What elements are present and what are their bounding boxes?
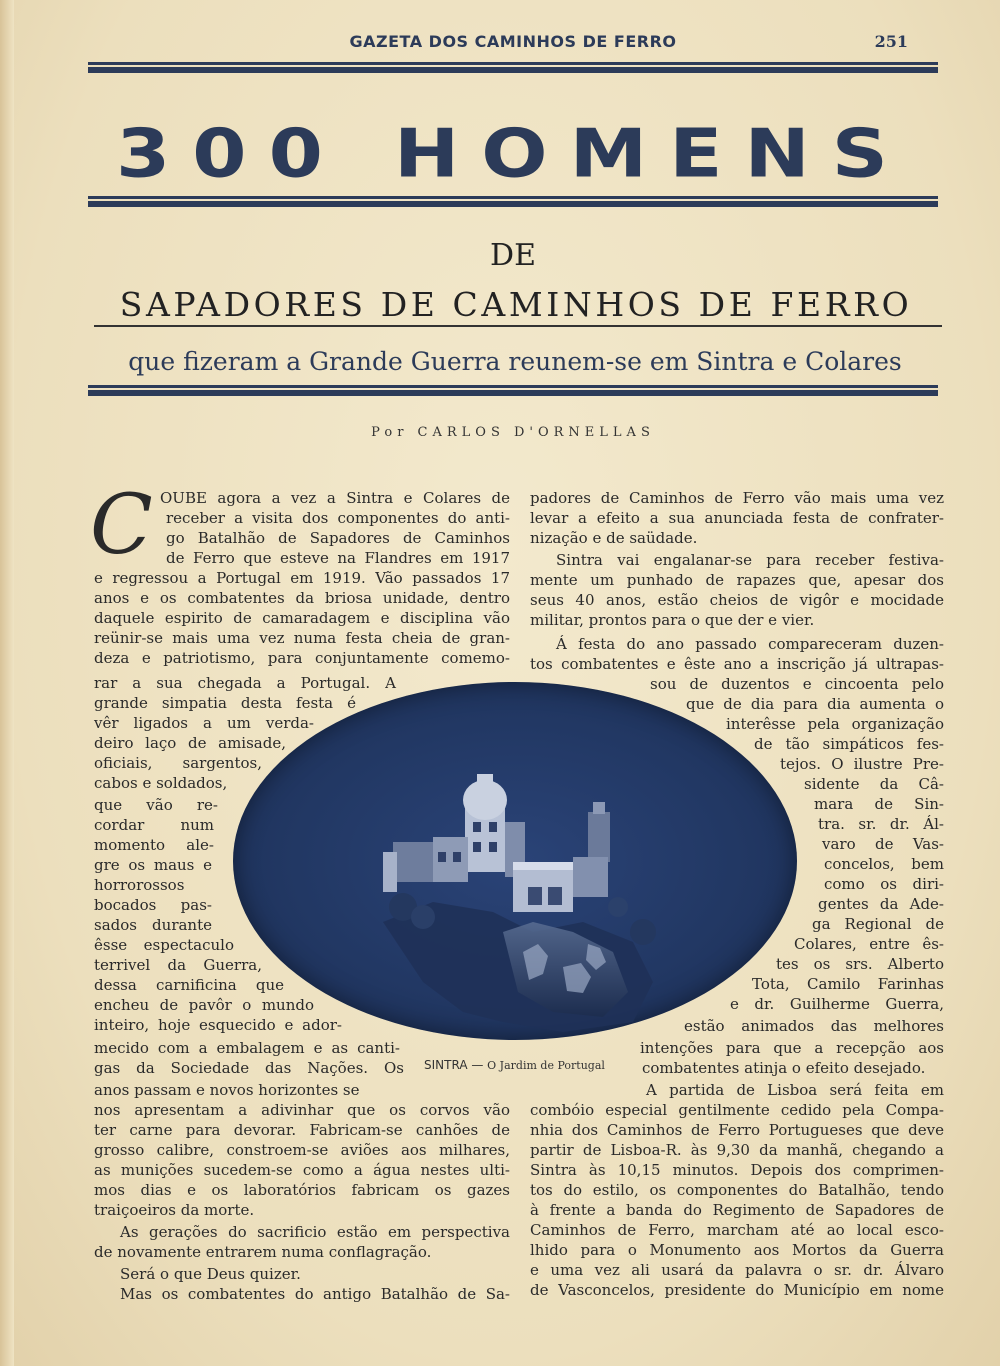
running-header (88, 30, 938, 56)
text-line: Mas os combatentes do antigo Batalhão de Sa- (120, 1285, 510, 1303)
text-line: interêsse pela organização (726, 715, 944, 733)
text-line: padores de Caminhos de Ferro vão mais uma vez (530, 489, 944, 507)
text-line: seus 40 anos, estão cheios de vigôr e mocidade (530, 591, 944, 609)
text-line: anos e os combatentes da briosa unidade, dentro (94, 589, 510, 607)
palace-illustration (233, 682, 797, 1040)
text-line: tes os srs. Alberto (776, 955, 944, 973)
text-line: ter carne para devorar. Fabricam-se canhões de (94, 1121, 510, 1139)
text-line: tra. sr. dr. Ál- (818, 815, 944, 833)
text-line: e uma vez ali usará da palavra o sr. dr. Álvaro (530, 1261, 944, 1279)
text-line: reünir-se mais uma vez numa festa cheia de gran- (94, 629, 510, 647)
text-line: nhia dos Caminhos de Ferro Portugueses que deve (530, 1121, 944, 1139)
text-line: As gerações do sacrificio estão em perspectiva (120, 1223, 510, 1241)
text-line: Colares, entre ês- (794, 935, 944, 953)
text-line: bocados pas- (94, 896, 212, 914)
headline: 300 HOMENS (116, 115, 910, 193)
text-line: Sintra às 10,15 minutos. Depois dos comprimen- (530, 1161, 944, 1179)
text-line: sidente da Câ- (804, 775, 944, 793)
text-line: sou de duzentos e cincoenta pelo (650, 675, 944, 693)
text-line: receber a visita dos componentes do anti- (166, 509, 510, 527)
page-number: 251 (874, 32, 908, 51)
text-line: estão animados das melhores (684, 1017, 944, 1035)
text-line: tejos. O ilustre Pre- (780, 755, 944, 773)
text-line: traiçoeiros da morte. (94, 1201, 255, 1219)
text-line: grosso calibre, constroem-se aviões aos milhares, (94, 1141, 510, 1159)
text-line: de novamente entrarem numa conflagração. (94, 1243, 432, 1261)
text-line: sados durante (94, 916, 212, 934)
text-line: que vão re- (94, 796, 218, 814)
text-line: vêr ligados a um verda- (94, 714, 314, 732)
text-line: tos combatentes e êste ano a inscrição já ultrapas- (530, 655, 944, 673)
text-line: ga Regional de (812, 915, 944, 933)
text-line: gas da Sociedade das Nações. Os (94, 1059, 404, 1077)
text-line: Á festa do ano passado compareceram duzen- (556, 635, 944, 653)
text-line: e regressou a Portugal em 1919. Vão passados 17 (94, 569, 510, 587)
text-line: mos dias e os laboratórios fabricam os gazes (94, 1181, 510, 1199)
text-line: grande simpatia desta festa é (94, 694, 356, 712)
text-line: Caminhos de Ferro, marcham até ao local esco- (530, 1221, 944, 1239)
text-line: concelos, bem (824, 855, 944, 873)
text-line: oficiais, sargentos, (94, 754, 262, 772)
text-line: mara de Sin- (814, 795, 944, 813)
text-line: deiro laço de amisade, (94, 734, 286, 752)
subject-underline (94, 325, 942, 327)
text-line: OUBE agora a vez a Sintra e Colares de (160, 489, 510, 507)
text-line: inteiro, hoje esquecido e ador- (94, 1016, 342, 1034)
sintra-palace-photo (233, 682, 797, 1040)
text-line: combatentes atinja o efeito desejado. (642, 1059, 926, 1077)
text-line: momento ale- (94, 836, 214, 854)
text-line: combóio especial gentilmente cedido pela Compa- (530, 1101, 944, 1119)
text-line: intenções para que a recepção aos (640, 1039, 944, 1057)
text-line: partir de Lisboa-R. às 9,30 da manhã, chegando a (530, 1141, 944, 1159)
text-line: daquele espirito de camaradagem e disciplina vão (94, 609, 510, 627)
text-line: cabos e soldados, (94, 774, 228, 792)
text-line: Será o que Deus quizer. (120, 1265, 301, 1283)
text-line: nos apresentam a adivinhar que os corvos vão (94, 1101, 510, 1119)
text-line: Tota, Camilo Farinhas (752, 975, 944, 993)
text-line: levar a efeito a sua anunciada festa de confrater- (530, 509, 944, 527)
drop-cap: C (90, 478, 153, 573)
text-line: mecido com a embalagem e as canti- (94, 1039, 400, 1057)
caption-place: SINTRA — (424, 1058, 484, 1072)
text-line: horrorossos (94, 876, 185, 894)
page-edge (0, 0, 14, 1366)
publication-title: GAZETA DOS CAMINHOS DE FERRO (349, 32, 677, 51)
text-line: deza e patriotismo, para conjuntamente comemo- (94, 649, 510, 667)
text-line: varo de Vas- (822, 835, 944, 853)
byline: Por CARLOS D'ORNELLAS (371, 425, 655, 440)
text-line: rar a sua chegada a Portugal. A (94, 674, 396, 692)
headline-connector: DE (490, 238, 536, 273)
text-line: de Ferro que esteve na Flandres em 1917 (166, 549, 510, 567)
text-line: que de dia para dia aumenta o (686, 695, 944, 713)
text-line: nização e de saüdade. (530, 529, 698, 547)
text-line: dessa carnificina que (94, 976, 284, 994)
text-line: encheu de pavôr o mundo (94, 996, 314, 1014)
text-line: de tão simpáticos fes- (754, 735, 944, 753)
text-line: como os diri- (824, 875, 944, 893)
text-line: Sintra vai engalanar-se para receber festiva- (556, 551, 944, 569)
subtitle: que fizeram a Grande Guerra reunem-se em Sintra e Colares (128, 347, 902, 376)
text-line: lhido para o Monumento aos Mortos da Guerra (530, 1241, 944, 1259)
subtitle-rule (88, 385, 938, 396)
text-line: e dr. Guilherme Guerra, (730, 995, 944, 1013)
text-line: de Vasconcelos, presidente do Município em nome (530, 1281, 944, 1299)
caption-text: O Jardim de Portugal (487, 1059, 605, 1072)
text-line: mente um punhado de rapazes que, apesar dos (530, 571, 944, 589)
text-line: as munições sucedem-se como a água nestes ulti- (94, 1161, 510, 1179)
text-line: gre os maus e (94, 856, 212, 874)
header-rule (88, 62, 938, 73)
photo-caption (424, 1058, 605, 1072)
text-line: êsse espectaculo (94, 936, 234, 954)
text-line: tos do estilo, os componentes do Batalhão, tendo (530, 1181, 944, 1199)
text-line: go Batalhão de Sapadores de Caminhos (166, 529, 510, 547)
text-line: cordar num (94, 816, 214, 834)
text-line: A partida de Lisboa será feita em (646, 1081, 944, 1099)
headline-rule (88, 196, 938, 207)
headline-subject: SAPADORES DE CAMINHOS DE FERRO (119, 285, 913, 324)
text-line: gentes da Ade- (818, 895, 944, 913)
text-line: militar, prontos para o que der e vier. (530, 611, 815, 629)
text-line: à frente a banda do Regimento de Sapadores de (530, 1201, 944, 1219)
text-line: anos passam e novos horizontes se (94, 1081, 360, 1099)
text-line: terrivel da Guerra, (94, 956, 262, 974)
